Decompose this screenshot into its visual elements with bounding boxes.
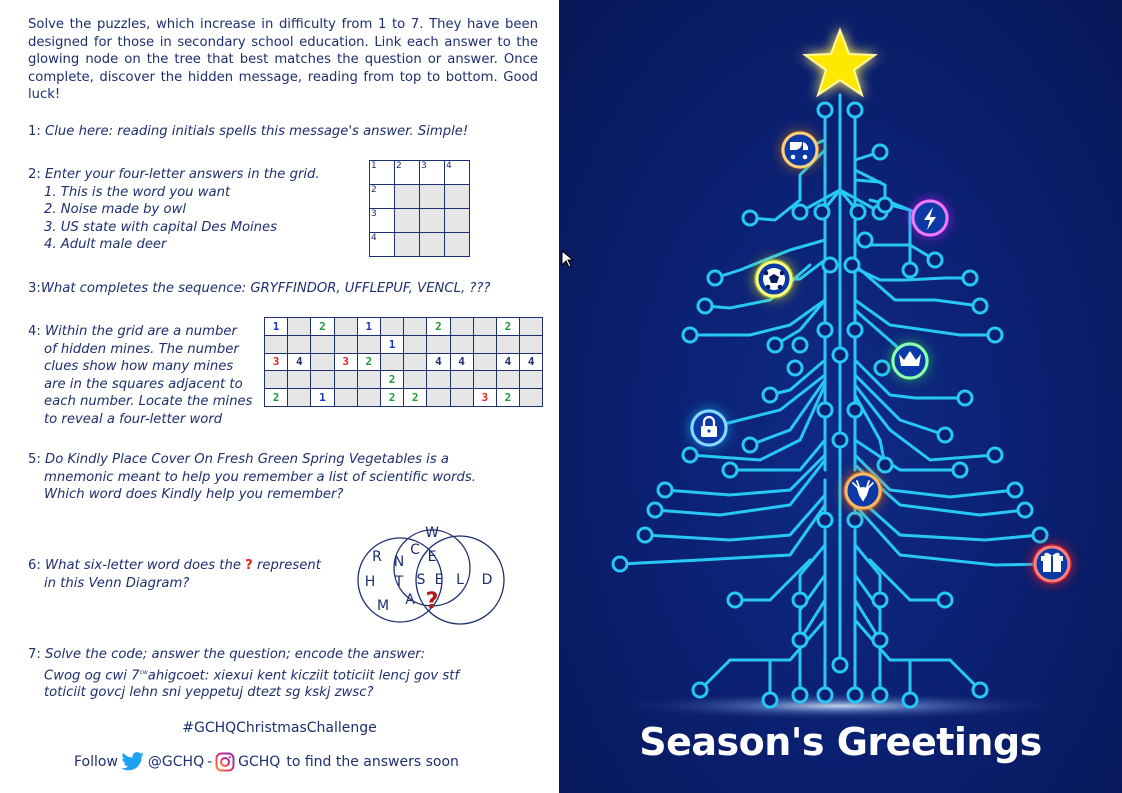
mine-grid-cell[interactable] — [334, 371, 357, 389]
circuit-trace — [855, 375, 945, 435]
mine-grid-cell[interactable] — [473, 371, 496, 389]
mine-grid-cell[interactable] — [450, 318, 473, 336]
word-grid-cell[interactable]: 4 — [370, 233, 395, 257]
mine-grid-cell[interactable]: 1 — [311, 389, 334, 407]
word-grid-cell[interactable]: 1 — [370, 161, 395, 185]
q5-line-2: mnemonic meant to help you remember a list of scientific words. — [44, 469, 476, 485]
q4-number: 4: — [28, 324, 41, 339]
mine-grid-cell[interactable] — [357, 371, 380, 389]
q4-line-2: of hidden mines. The number — [44, 341, 239, 357]
circuit-node — [658, 483, 672, 497]
circuit-trace — [870, 245, 935, 260]
football-icon — [763, 268, 785, 290]
venn-letter-m: M — [376, 598, 390, 614]
circuit-node — [1008, 483, 1022, 497]
circuit-node — [683, 448, 697, 462]
mine-grid-cell[interactable]: 2 — [357, 353, 380, 371]
q1-number: 1: — [28, 124, 41, 139]
circuit-node — [963, 271, 977, 285]
mine-grid-cell[interactable] — [404, 318, 427, 336]
mine-grid-cell[interactable]: 2 — [496, 389, 519, 407]
mine-grid-cell[interactable] — [473, 353, 496, 371]
q6-number: 6: — [28, 558, 41, 573]
circuit-node — [958, 391, 972, 405]
ornament-crown[interactable] — [891, 342, 929, 380]
q7-number: 7: — [28, 647, 41, 662]
circuit-node — [818, 513, 832, 527]
circuit-node — [743, 211, 757, 225]
circuit-node — [683, 328, 697, 342]
word-grid-cell[interactable] — [445, 233, 470, 257]
star-icon[interactable] — [805, 30, 875, 95]
mine-grid-cell[interactable] — [427, 389, 450, 407]
mine-grid-cell[interactable] — [265, 335, 288, 353]
mine-grid-cell[interactable] — [520, 371, 543, 389]
mine-grid-row — [265, 335, 543, 353]
mine-grid-cell[interactable]: 4 — [288, 353, 311, 371]
mine-grid-cell[interactable]: 4 — [450, 353, 473, 371]
hashtag[interactable]: #GCHQChristmasChallenge — [182, 720, 377, 736]
mine-grid-cell[interactable]: 2 — [265, 389, 288, 407]
q7-superscript: cw — [139, 668, 148, 676]
circuit-node — [708, 271, 722, 285]
venn-letter-h: H — [364, 574, 376, 590]
question-2 — [28, 166, 320, 254]
q6-line-1-post: represent — [252, 558, 321, 573]
q2-text: Enter your four-letter answers in the grid. — [45, 167, 320, 182]
circuit-node — [848, 688, 862, 702]
venn-question-mark: ? — [425, 589, 439, 614]
circuit-node — [793, 338, 807, 352]
mine-grid-cell[interactable]: 3 — [265, 353, 288, 371]
mine-grid-cell[interactable]: 2 — [404, 389, 427, 407]
ornament-stag[interactable] — [843, 471, 883, 511]
mine-grid-cell[interactable] — [334, 335, 357, 353]
circuit-node — [763, 388, 777, 402]
circuit-node — [848, 513, 862, 527]
circuit-node — [768, 338, 782, 352]
circuit-node — [845, 258, 859, 272]
circuit-trace — [855, 600, 880, 660]
circuit-node — [823, 258, 837, 272]
mine-grid-cell[interactable] — [427, 371, 450, 389]
word-grid-cell[interactable] — [420, 185, 445, 209]
circuit-trace — [655, 460, 825, 515]
q4-line-1: Within the grid are a number — [45, 324, 237, 339]
mine-grid-row — [265, 353, 543, 371]
mine-grid-cell[interactable] — [357, 335, 380, 353]
venn-letter-d: D — [481, 572, 493, 588]
instagram-handle[interactable]: GCHQ — [238, 754, 281, 770]
mine-grid-cell[interactable] — [334, 389, 357, 407]
mine-grid-cell[interactable]: 3 — [473, 389, 496, 407]
circuit-node — [851, 205, 865, 219]
mine-grid-cell[interactable] — [496, 371, 519, 389]
q5-line-3: Which word does Kindly help you remember? — [44, 487, 344, 502]
mine-grid-cell[interactable] — [520, 335, 543, 353]
circuit-node — [793, 205, 807, 219]
mine-grid-cell[interactable] — [450, 389, 473, 407]
q7-line-1: Solve the code; answer the question; encode the answer: — [45, 647, 426, 662]
circuit-node — [818, 688, 832, 702]
follow-line — [74, 752, 459, 772]
mine-grid-cell[interactable]: 2 — [380, 389, 403, 407]
mine-grid-cell[interactable] — [288, 389, 311, 407]
question-5 — [28, 451, 476, 504]
circuit-node — [693, 683, 707, 697]
venn-letter-w: W — [425, 525, 439, 541]
ornament-lightning[interactable] — [911, 199, 949, 237]
seasons-greetings-title: Season's Greetings — [639, 720, 1042, 764]
twitter-icon[interactable] — [121, 752, 145, 772]
mine-grid-cell[interactable]: 2 — [496, 318, 519, 336]
circuit-node — [638, 528, 652, 542]
follow-separator: - — [207, 754, 213, 770]
mine-grid-cell[interactable]: 2 — [380, 371, 403, 389]
word-grid-cell[interactable]: 3 — [420, 161, 445, 185]
q2-number: 2: — [28, 167, 41, 182]
circuit-node — [815, 205, 829, 219]
mine-grid-cell[interactable] — [311, 353, 334, 371]
circuit-node — [953, 463, 967, 477]
mine-grid-cell[interactable] — [265, 371, 288, 389]
q4-line-6: to reveal a four-letter word — [44, 411, 223, 427]
q5-number: 5: — [28, 452, 41, 467]
word-grid-cell[interactable] — [395, 185, 420, 209]
circuit-node — [878, 198, 892, 212]
circuit-node — [613, 557, 627, 571]
mine-grid-cell[interactable]: 1 — [265, 318, 288, 336]
venn-diagram — [352, 522, 512, 634]
mouse-cursor-icon — [561, 250, 575, 270]
mine-grid-cell[interactable] — [334, 318, 357, 336]
circuit-node — [848, 323, 862, 337]
circuit-node — [833, 658, 847, 672]
mine-grid-cell[interactable] — [380, 318, 403, 336]
circuit-node — [848, 403, 862, 417]
circuit-node — [728, 593, 742, 607]
circuit-node — [988, 328, 1002, 342]
venn-letter-r: R — [372, 549, 382, 565]
circuit-node — [743, 438, 757, 452]
mine-grid — [264, 317, 543, 407]
circuit-node — [873, 688, 887, 702]
q4-line-4: are in the squares adjacent to — [44, 376, 243, 392]
mine-grid-cell[interactable] — [288, 335, 311, 353]
q7-line-3: toticiit govcj lehn sni yeppetuj dtezt sg kskj zwsc? — [44, 685, 374, 701]
circuit-node — [875, 361, 889, 375]
q7-line-2b: ahigcoet: xiexui kent kicziit toticiit lencj gov stf — [147, 667, 460, 683]
question-7 — [28, 646, 459, 702]
q2-clue-4: 4. Adult male deer — [44, 237, 167, 252]
intro-text: Solve the puzzles, which increase in difficulty from 1 to 7. They have been designed for those in secondary school education. Link each answer to the glowing node on the tree that best matches the question or answer. Once complete, discover the hidden message, reading from top to bottom. Good luck! — [28, 17, 538, 102]
venn-letter-s: S — [416, 572, 426, 588]
mine-grid-cell[interactable]: 1 — [380, 335, 403, 353]
circuit-node — [903, 693, 917, 707]
circuit-wires — [620, 95, 1052, 700]
circuit-node — [833, 433, 847, 447]
q6-line-2: in this Venn Diagram? — [44, 575, 190, 591]
circuit-node — [763, 693, 777, 707]
circuit-node — [1033, 528, 1047, 542]
circuit-node — [788, 361, 802, 375]
circuit-trace — [800, 600, 825, 660]
circuit-node — [903, 263, 917, 277]
word-grid-cell[interactable] — [420, 233, 445, 257]
venn-letter-n: N — [393, 554, 405, 570]
q4-line-5: each number. Locate the mines — [44, 394, 253, 409]
mine-grid-cell[interactable] — [450, 371, 473, 389]
circuit-node — [818, 103, 832, 117]
mine-grid-cell[interactable]: 4 — [520, 353, 543, 371]
word-grid-cell[interactable] — [420, 209, 445, 233]
circuit-node — [938, 428, 952, 442]
venn-letter-c: C — [410, 542, 420, 558]
circuit-node — [848, 103, 862, 117]
q6-line-1-pre: What six-letter word does the — [45, 558, 246, 573]
q6-question-mark: ? — [245, 558, 253, 573]
circuit-node — [873, 593, 887, 607]
mine-grid-cell[interactable] — [404, 371, 427, 389]
q4-line-3: clues show how many mines — [44, 359, 234, 374]
ornament-pram[interactable] — [781, 131, 819, 169]
tree-base-glow — [610, 692, 1070, 720]
circuit-node — [988, 448, 1002, 462]
circuit-node — [973, 683, 987, 697]
instagram-icon[interactable] — [215, 752, 235, 772]
ornament-football[interactable] — [754, 259, 794, 299]
mine-grid-cell[interactable] — [473, 318, 496, 336]
question-3 — [28, 280, 490, 298]
mine-grid-cell[interactable] — [380, 353, 403, 371]
q2-clue-1: 1. This is the word you want — [44, 184, 231, 200]
word-grid-cell[interactable]: 3 — [370, 209, 395, 233]
greeting-panel — [559, 0, 1122, 793]
q7-line-2a: Cwog og cwi 7 — [44, 667, 140, 683]
question-4 — [28, 323, 253, 428]
circuit-nodes — [613, 103, 1047, 707]
word-grid-cell[interactable] — [395, 209, 420, 233]
ornament-padlock[interactable] — [690, 409, 728, 447]
mine-grid-cell[interactable] — [520, 389, 543, 407]
circuit-trace — [855, 180, 880, 182]
venn-letter-l: L — [456, 572, 464, 588]
mine-grid-cell[interactable] — [450, 335, 473, 353]
circuit-node — [833, 348, 847, 362]
puzzle-panel — [0, 0, 559, 793]
mine-grid-cell[interactable]: 3 — [334, 353, 357, 371]
circuit-node — [648, 503, 662, 517]
mine-grid-cell[interactable]: 1 — [357, 318, 380, 336]
circuit-node — [873, 633, 887, 647]
circuit-node — [873, 145, 887, 159]
circuit-node — [878, 458, 892, 472]
q2-clue-3: 3. US state with capital Des Moines — [44, 219, 278, 235]
mine-grid-row — [265, 389, 543, 407]
mine-grid-cell[interactable] — [311, 371, 334, 389]
mine-grid-cell[interactable]: 2 — [311, 318, 334, 336]
circuit-node — [938, 593, 952, 607]
circuit-trace — [855, 495, 1040, 540]
mine-grid-cell[interactable] — [427, 335, 450, 353]
mine-grid-cell[interactable] — [311, 335, 334, 353]
q2-clue-2: 2. Noise made by owl — [44, 202, 187, 217]
circuit-node — [858, 233, 872, 247]
venn-letter-e2: E — [434, 572, 444, 588]
mine-grid-cell[interactable] — [288, 318, 311, 336]
mine-grid-cell[interactable]: 2 — [427, 318, 450, 336]
word-grid-cell[interactable] — [395, 233, 420, 257]
venn-letter-e: E — [427, 549, 437, 565]
circuit-node — [818, 403, 832, 417]
q1-text: Clue here: reading initials spells this message's answer. Simple! — [45, 124, 469, 139]
q5-line-1: Do Kindly Place Cover On Fresh Green Spring Vegetables is a — [45, 452, 449, 467]
word-grid-cell[interactable]: 4 — [445, 161, 470, 185]
circuit-node — [793, 688, 807, 702]
mine-grid-cell[interactable] — [473, 335, 496, 353]
mine-grid-cell[interactable] — [357, 389, 380, 407]
circuit-node — [793, 593, 807, 607]
mine-grid-row — [265, 318, 543, 336]
circuit-node — [1018, 503, 1032, 517]
mine-grid-cell[interactable]: 4 — [427, 353, 450, 371]
q3-number: 3: — [28, 281, 41, 296]
mine-grid-cell[interactable] — [496, 335, 519, 353]
word-grid-cell[interactable] — [445, 185, 470, 209]
circuit-trace — [645, 495, 825, 540]
circuit-node — [793, 633, 807, 647]
circuit-node — [698, 299, 712, 313]
venn-letter-a: A — [405, 592, 415, 608]
twitter-handle[interactable]: @GCHQ — [147, 754, 205, 770]
mine-grid-cell[interactable] — [520, 318, 543, 336]
question-1 — [28, 123, 468, 141]
circuit-node — [723, 463, 737, 477]
circuit-node — [973, 299, 987, 313]
circuit-node — [928, 253, 942, 267]
circuit-node — [818, 323, 832, 337]
ornament-gift[interactable] — [1032, 544, 1072, 584]
mine-grid-cell[interactable] — [404, 335, 427, 353]
mine-grid-cell[interactable]: 4 — [496, 353, 519, 371]
q3-text: What completes the sequence: GRYFFINDOR, UFFLEPUF, VENCL, ??? — [40, 281, 491, 296]
word-grid-cell[interactable]: 2 — [395, 161, 420, 185]
word-grid — [369, 160, 470, 257]
mine-grid-row — [265, 371, 543, 389]
word-grid-cell[interactable]: 2 — [370, 185, 395, 209]
follow-suffix: to find the answers soon — [286, 754, 459, 770]
mine-grid-cell[interactable] — [288, 371, 311, 389]
circuit-tree — [559, 0, 1122, 793]
word-grid-cell[interactable] — [445, 209, 470, 233]
question-6 — [28, 557, 321, 592]
venn-letter-t: T — [394, 574, 404, 590]
q7-line-2 — [28, 664, 459, 685]
mine-grid-cell[interactable] — [404, 353, 427, 371]
follow-prefix: Follow — [74, 754, 118, 770]
